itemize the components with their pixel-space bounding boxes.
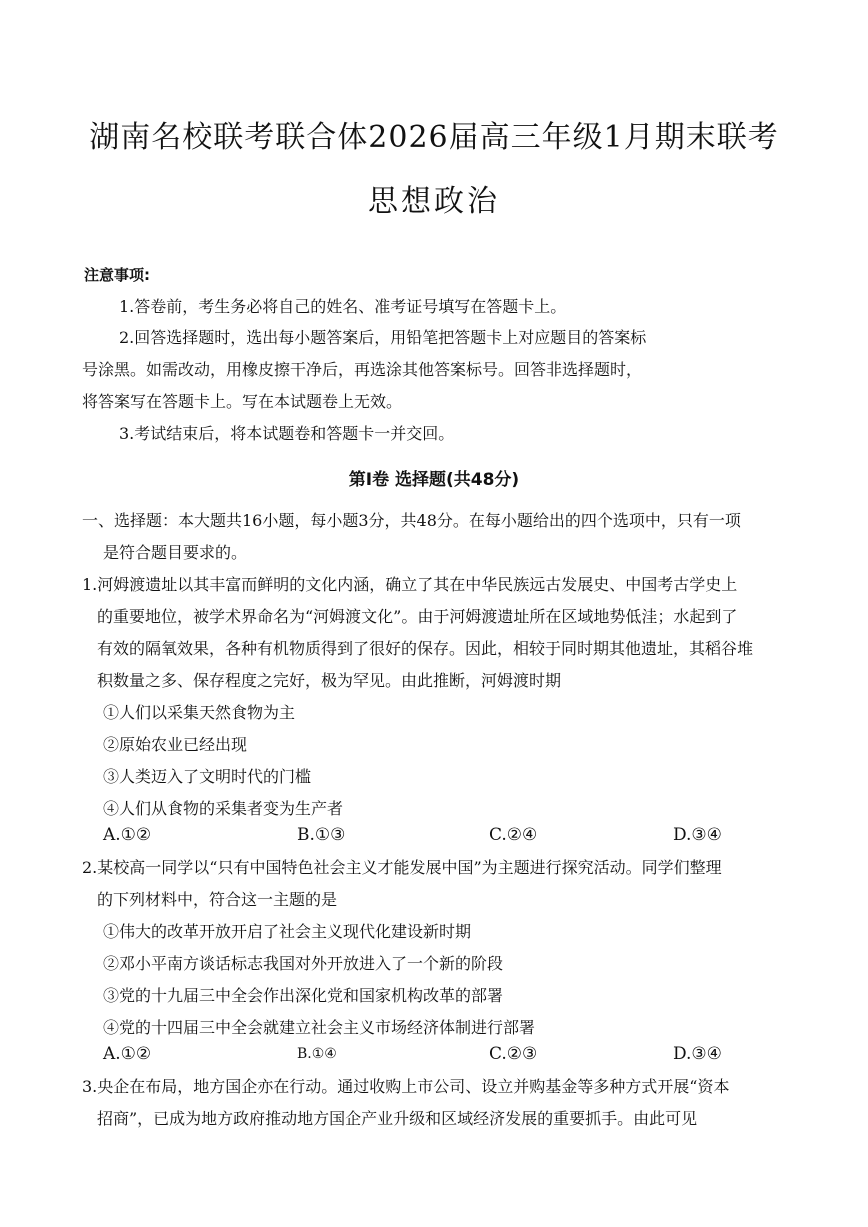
q1-statement: ④人们从食物的采集者变为生产者 bbox=[103, 799, 344, 818]
q2-option-b: B.①④ bbox=[297, 1046, 337, 1062]
q1-option-d: D.③④ bbox=[673, 825, 722, 845]
q2-stem: 2.某校高一同学以“只有中国特色社会主义才能发展中国”为主题进行探究活动。同学们整理 bbox=[82, 858, 722, 877]
q3-stem: 招商”，已成为地方政府推动地方国企产业升级和区域经济发展的重要抓手。由此可见 bbox=[97, 1109, 698, 1128]
exam-title: 湖南名校联考联合体2026届高三年级1月期末联考 bbox=[89, 120, 779, 155]
q1-option-b: B.①③ bbox=[297, 825, 346, 845]
q1-stem: 积数量之多、保存程度之完好，极为罕见。由此推断，河姆渡时期 bbox=[97, 671, 562, 690]
notice-item-2-cont: 将答案写在答题卡上。写在本试题卷上无效。 bbox=[82, 392, 403, 411]
notice-item-2: 2.回答选择题时，选出每小题答案后，用铅笔把答题卡上对应题目的答案标 bbox=[119, 328, 647, 347]
q2-statement: ④党的十四届三中全会就建立社会主义市场经济体制进行部署 bbox=[103, 1018, 536, 1037]
q1-statement: ②原始农业已经出现 bbox=[103, 735, 248, 754]
q1-statement: ③人类迈入了文明时代的门槛 bbox=[103, 767, 312, 786]
q2-statement: ③党的十九届三中全会作出深化党和国家机构改革的部署 bbox=[103, 986, 504, 1005]
notice-item-3: 3.考试结束后，将本试题卷和答题卡一并交回。 bbox=[119, 424, 455, 443]
notice-item-2-cont: 号涂黑。如需改动，用橡皮擦干净后，再选涂其他答案标号。回答非选择题时， bbox=[82, 360, 643, 379]
q2-stem: 的下列材料中，符合这一主题的是 bbox=[97, 890, 338, 909]
q2-options bbox=[103, 1043, 783, 1065]
section-intro: 一、选择题：本大题共16小题，每小题3分，共48分。在每小题给出的四个选项中，只有一项 bbox=[82, 511, 741, 530]
q1-options bbox=[103, 824, 783, 846]
q2-option-c: C.②③ bbox=[489, 1044, 538, 1064]
notice-item-1: 1.答卷前，考生务必将自己的姓名、准考证号填写在答题卡上。 bbox=[119, 297, 567, 316]
q1-stem: 的重要地位，被学术界命名为“河姆渡文化”。由于河姆渡遗址所在区域地势低洼；水起到了 bbox=[97, 607, 738, 626]
section-intro-cont: 是符合题目要求的。 bbox=[103, 543, 248, 562]
q3-stem: 3.央企在布局，地方国企亦在行动。通过收购上市公司、设立并购基金等多种方式开展“资本 bbox=[82, 1077, 730, 1096]
section-title: 第Ⅰ卷 选择题(共48分) bbox=[348, 470, 520, 490]
q1-stem: 1.河姆渡遗址以其丰富而鲜明的文化内涵，确立了其在中华民族远古发展史、中国考古学史上 bbox=[82, 575, 738, 594]
q2-option-a: A.①② bbox=[103, 1044, 152, 1064]
notice-heading: 注意事项: bbox=[84, 266, 150, 284]
q1-option-c: C.②④ bbox=[489, 825, 538, 845]
q2-option-d: D.③④ bbox=[673, 1044, 722, 1064]
q1-stem: 有效的隔氧效果，各种有机物质得到了很好的保存。因此，相较于同时期其他遗址，其稻谷堆 bbox=[97, 639, 754, 658]
q2-statement: ②邓小平南方谈话标志我国对外开放进入了一个新的阶段 bbox=[103, 954, 504, 973]
q1-statement: ①人们以采集天然食物为主 bbox=[103, 703, 296, 722]
q2-statement: ①伟大的改革开放开启了社会主义现代化建设新时期 bbox=[103, 922, 472, 941]
subject-title: 思想政治 bbox=[368, 184, 500, 219]
q1-option-a: A.①② bbox=[103, 825, 152, 845]
